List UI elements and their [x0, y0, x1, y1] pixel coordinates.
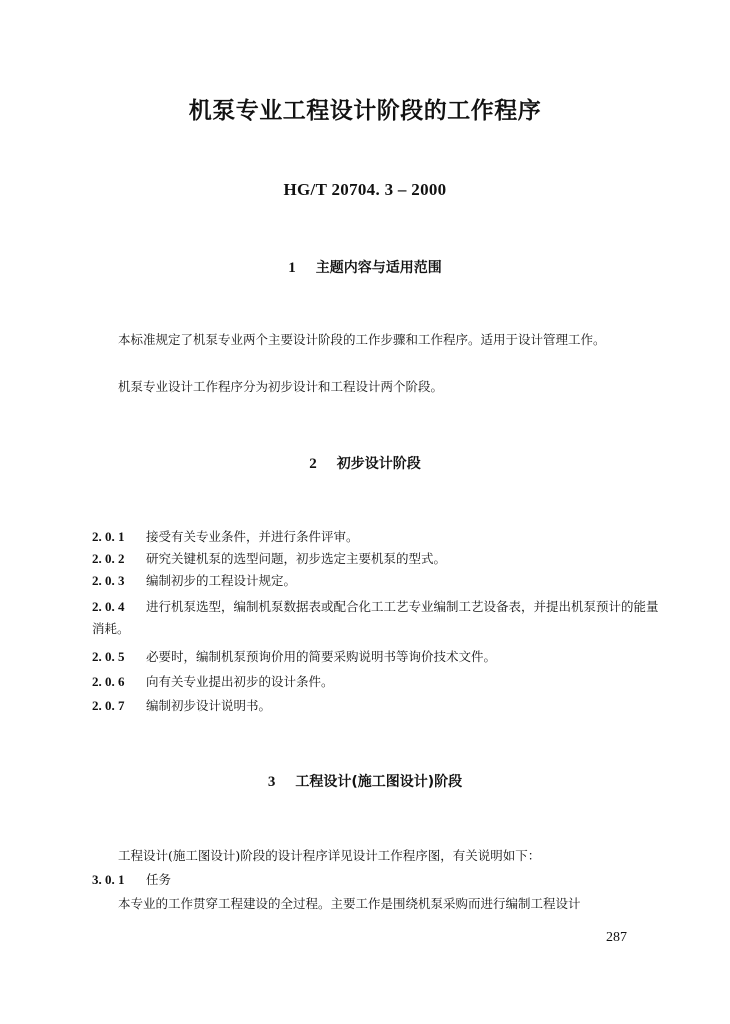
document-title: 机泵专业工程设计阶段的工作程序 [188, 98, 542, 124]
section-number: 1 [288, 260, 296, 276]
item-number: 2. 0. 5 [92, 649, 125, 664]
section-1-paragraph-1: 本标准规定了机泵专业两个主要设计阶段的工作步骤和工作程序。适用于设计管理工作。 [118, 332, 606, 347]
item-number: 2. 0. 6 [92, 674, 125, 689]
item-text: 编制初步设计说明书。 [146, 698, 272, 713]
item-text: 必要时，编制机泵预询价用的简要采购说明书等询价技术文件。 [146, 649, 497, 664]
page-number: 287 [606, 930, 627, 945]
section-2-heading [0, 453, 730, 473]
section-title: 工程设计(施工图设计)阶段 [295, 774, 463, 790]
section-title: 初步设计阶段 [336, 456, 421, 472]
section-3-intro: 工程设计(施工图设计)阶段的设计程序详见设计工作程序图，有关说明如下： [118, 848, 541, 863]
list-item [92, 596, 666, 640]
item-number: 2. 0. 4 [92, 599, 125, 614]
item-text: 编制初步的工程设计规定。 [146, 573, 297, 588]
list-item [92, 646, 666, 668]
list-item [92, 548, 666, 570]
list-item [92, 570, 666, 592]
item-text: 接受有关专业条件，并进行条件评审。 [146, 529, 359, 544]
list-item [92, 526, 666, 548]
item-number: 3. 0. 1 [92, 872, 125, 887]
list-item [92, 695, 666, 717]
item-number: 2. 0. 3 [92, 573, 125, 588]
item-text: 研究关键机泵的选型问题，初步选定主要机泵的型式。 [146, 551, 447, 566]
subsection-heading [92, 869, 666, 891]
item-text: 向有关专业提出初步的设计条件。 [146, 674, 334, 689]
standard-code: HG/T 20704. 3 – 2000 [283, 180, 447, 199]
item-text: 任务 [146, 872, 172, 887]
section-number: 2 [309, 456, 317, 472]
section-1-heading [0, 257, 730, 277]
item-text: 进行机泵选型，编制机泵数据表或配合化工工艺专业编制工艺设备表，并提出机泵预计的能量消耗。 [92, 599, 659, 636]
list-item [92, 671, 666, 693]
section-title: 主题内容与适用范围 [315, 260, 442, 276]
section-3-body: 本专业的工作贯穿工程建设的全过程。主要工作是围绕机泵采购而进行编制工程设计 [118, 896, 581, 911]
item-number: 2. 0. 7 [92, 698, 125, 713]
item-number: 2. 0. 2 [92, 551, 125, 566]
section-number: 3 [267, 774, 276, 790]
section-1-paragraph-2: 机泵专业设计工作程序分为初步设计和工程设计两个阶段。 [118, 379, 444, 394]
item-number: 2. 0. 1 [92, 529, 125, 544]
section-3-heading [0, 771, 730, 791]
